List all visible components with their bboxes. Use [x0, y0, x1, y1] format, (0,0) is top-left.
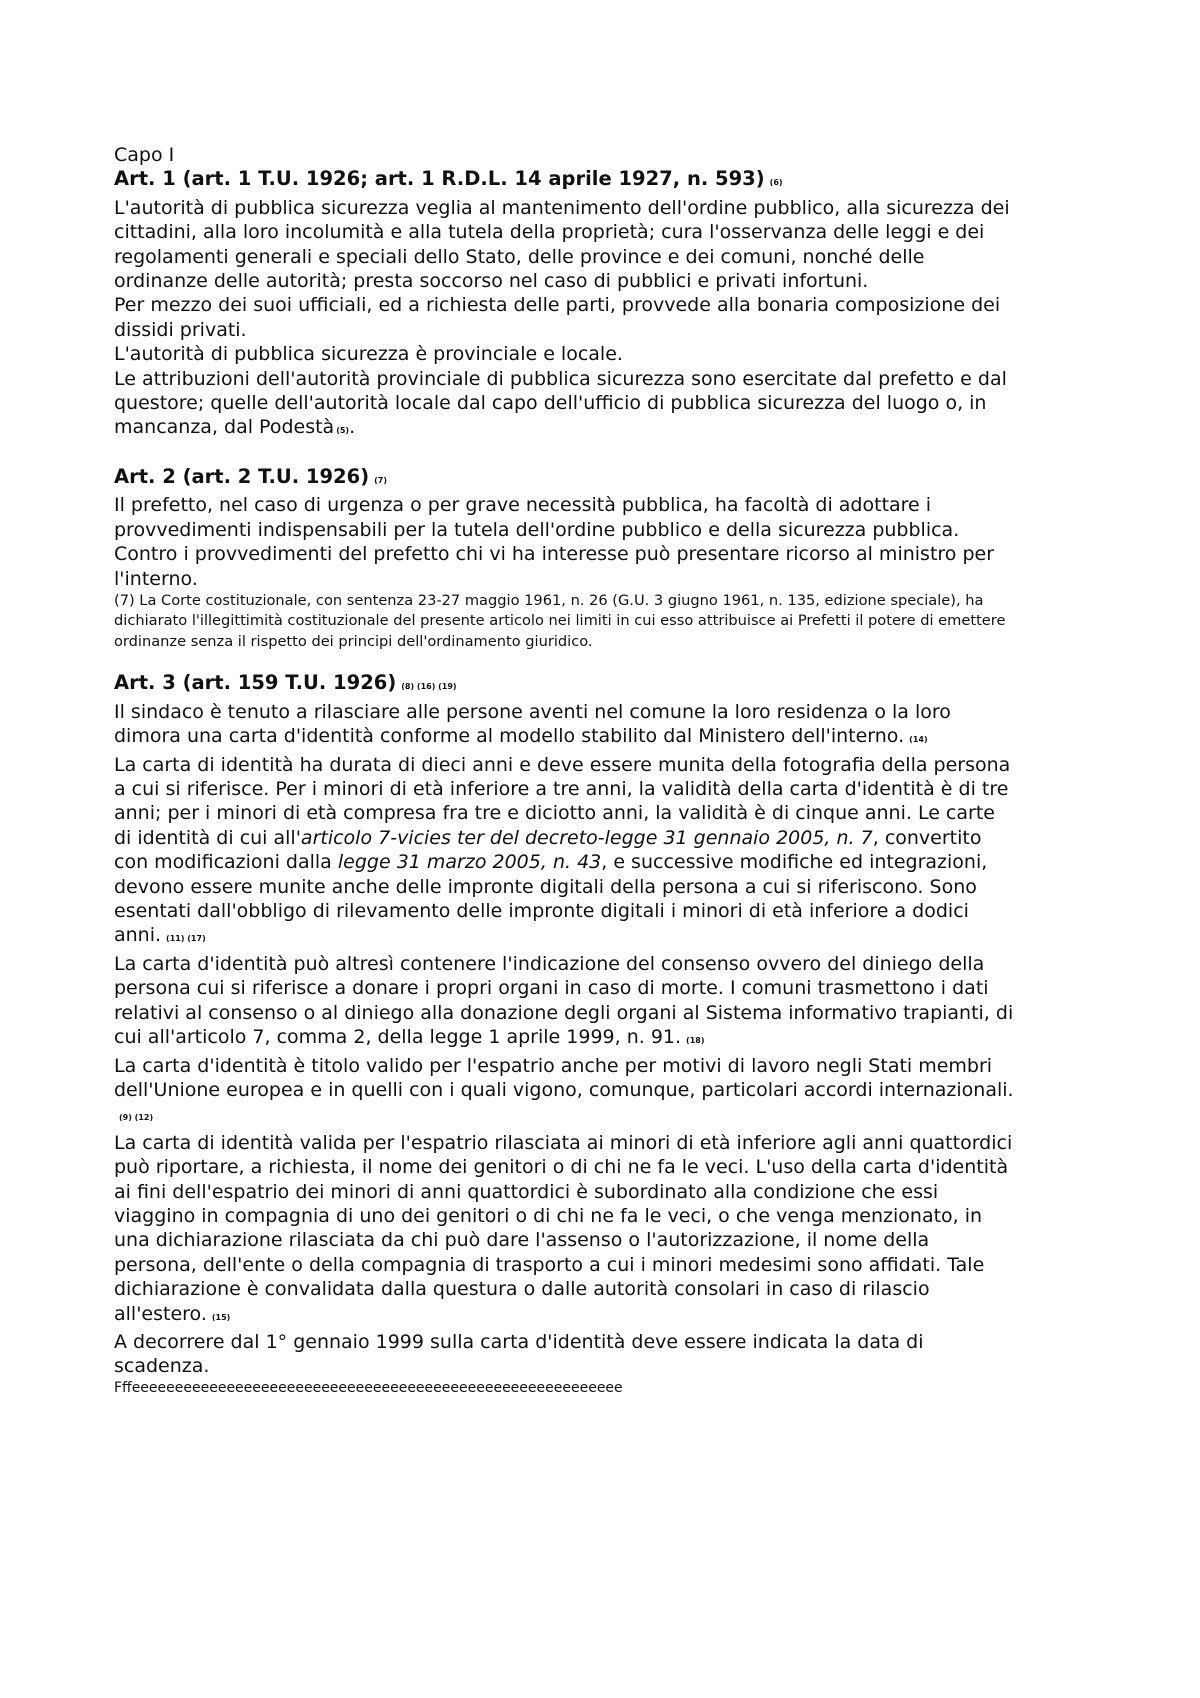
article-1-paragraph-3: L'autorità di pubblica sicurezza è provinciale e locale.: [114, 343, 623, 366]
article-2-paragraph-2: Contro i provvedimenti del prefetto chi vi ha interesse può presentare ricorso al ministro per l'interno.: [114, 543, 995, 590]
article-1-paragraph-4: [114, 367, 1014, 444]
article-3-paragraph-3-note-ref: (18): [686, 1036, 705, 1046]
article-1-note-ref: (6): [769, 178, 783, 188]
article-3-paragraph-4-text: La carta d'identità è titolo valido per l'espatrio anche per motivi di lavoro negli Stati membri dell'Unione europea e in quelli con i quali vigono, comunque, particolari accordi internazionali.: [114, 1054, 1014, 1101]
spacer: [114, 652, 1014, 671]
spacer: [114, 444, 1014, 465]
article-1-paragraph-4-note-ref: (5): [336, 426, 350, 436]
article-3-paragraph-5: [114, 1131, 1014, 1330]
article-3-paragraph-1-text: Il sindaco è tenuto a rilasciare alle persone aventi nel comune la loro residenza o la loro dimora una carta d'identità conforme al modello stabilito dal Ministero dell'interno.: [114, 700, 951, 748]
article-3-paragraph-2-decree-ref: articolo 7-vicies ter del decreto-legge 31 gennaio 2005, n. 7: [300, 826, 873, 849]
article-3-paragraph-4-note-ref: (9) (12): [119, 1113, 154, 1123]
article-1-paragraph-1: L'autorità di pubblica sicurezza veglia al mantenimento dell'ordine pubblico, alla sicurezza dei cittadini, alla loro incolumità e alla tutela della proprietà; cura l'osservanza delle leggi e dei regolamenti generali e speciali dello Stato, delle province e dei comuni, nonché delle ordinanze delle autorità; presta soccorso nel caso di pubblici e privati infortuni.: [114, 196, 1010, 293]
filler-text: Fffeeeeeeeeeeeeeeeeeeeeeeeeeeeeeeeeeeeeeeeeeeeeeeeeeeeeeeeee: [114, 1379, 623, 1396]
article-3-paragraph-2-text-b: , convertito con modificazioni dalla: [114, 826, 982, 874]
article-3-paragraph-3-text: La carta d'identità può altresì contenere l'indicazione del consenso ovvero del diniego della persona cui si riferisce a donare i propri organi in caso di morte. I comuni trasmettono i dati relativi al consenso o al diniego alla donazione degli organi al Sistema informativo trapianti, di cui all'articolo 7, comma 2, della legge 1 aprile 1999, n. 91.: [114, 952, 1014, 1049]
article-3-paragraph-5-note-ref: (15): [211, 1312, 231, 1322]
article-3-paragraph-5-text: La carta di identità valida per l'espatrio rilasciata ai minori di età inferiore agli anni quattordici può riportare, a richiesta, il nome dei genitori o di chi ne fa le veci. L'uso della carta d'identità ai fini dell'espatrio dei minori di anni quattordici è subordinato alla condizione che essi viaggino in compagnia di uno dei genitori o di chi ne fa le veci, o che venga menzionato, in una dichiarazione rilasciata da chi può dare l'assenso o l'autorizzazione, il nome della persona, dell'ente o della compagnia di trasporto a cui i minori medesimi sono affidati. Tale dichiarazione è convalidata dalla questura o dalle autorità consolari in caso di rilascio all'estero.: [114, 1131, 1013, 1325]
article-3-paragraph-2-note-ref: (11) (17): [166, 934, 206, 944]
article-3-paragraph-1-note-ref: (14): [909, 735, 928, 745]
article-3-heading: Art. 3 (art. 159 T.U. 1926): [114, 671, 397, 695]
article-3-note-ref: (8) (16) (19): [401, 682, 457, 692]
article-3: [114, 671, 1014, 1378]
article-3-paragraph-3: [114, 952, 1014, 1054]
article-2-paragraph-1: Il prefetto, nel caso di urgenza o per grave necessità pubblica, ha facoltà di adottare i provvedimenti indispensabili per la tutela dell'ordine pubblico e della sicurezza pubblica.: [114, 494, 960, 541]
document-body: [114, 143, 1014, 1397]
article-1-heading: Art. 1 (art. 1 T.U. 1926; art. 1 R.D.L. 14 aprile 1927, n. 593): [114, 167, 765, 191]
article-3-title: [114, 671, 1014, 699]
article-1-title: [114, 167, 1014, 195]
article-2-title: [114, 465, 1014, 493]
article-1-paragraph-4-text: Le attribuzioni dell'autorità provinciale di pubblica sicurezza sono esercitate dal prefetto e dal questore; quelle dell'autorità locale dal capo dell'ufficio di pubblica sicurezza del luogo o, in mancanza, dal Podestà: [114, 367, 1007, 439]
article-3-paragraph-2-law-ref: legge 31 marzo 2005, n. 43: [337, 851, 602, 874]
article-3-paragraph-2-text-a: La carta di identità ha durata di dieci anni e deve essere munita della fotografia della persona a cui si riferisce. Per i minori di età inferiore a tre anni, la validità della carta d'identità è di tre anni; per i minori di età compresa fra tre e diciotto anni, la validità è di cinque anni. Le carte di identità di cui all': [114, 753, 1011, 849]
article-1: [114, 167, 1014, 443]
article-2-note-ref: (7): [374, 475, 387, 485]
article-2-footnote: (7) La Corte costituzionale, con sentenza 23-27 maggio 1961, n. 26 (G.U. 3 giugno 1961, n. 135, edizione speciale), ha dichiarato l'illegittimità costituzionale del presente articolo nei limiti in cui esso attribuisce ai Prefetti il potere di emettere ordinanze senza il rispetto dei principi dell'ordinamento giuridico.: [114, 591, 1006, 650]
article-3-paragraph-2-text-c: , e successive modifiche ed integrazioni, devono essere munite anche delle impronte digitali della persona a cui si riferiscono. Sono esentati dall'obbligo di rilevamento delle impronte digitali i minori di età inferiore a dodici anni.: [114, 851, 988, 947]
article-3-paragraph-2: [114, 753, 1014, 952]
article-2: [114, 465, 1014, 653]
article-3-paragraph-1: [114, 700, 1014, 753]
article-2-heading: Art. 2 (art. 2 T.U. 1926): [114, 464, 370, 488]
article-1-paragraph-2: Per mezzo dei suoi ufficiali, ed a richiesta delle parti, provvede alla bonaria composizione dei dissidi privati.: [114, 294, 1001, 341]
article-3-paragraph-6: A decorrere dal 1° gennaio 1999 sulla carta d'identità deve essere indicata la data di scadenza.: [114, 1330, 924, 1378]
article-3-paragraph-4: [114, 1054, 1014, 1131]
article-1-paragraph-4-end: .: [349, 416, 356, 439]
chapter-heading: Capo I: [114, 144, 175, 166]
